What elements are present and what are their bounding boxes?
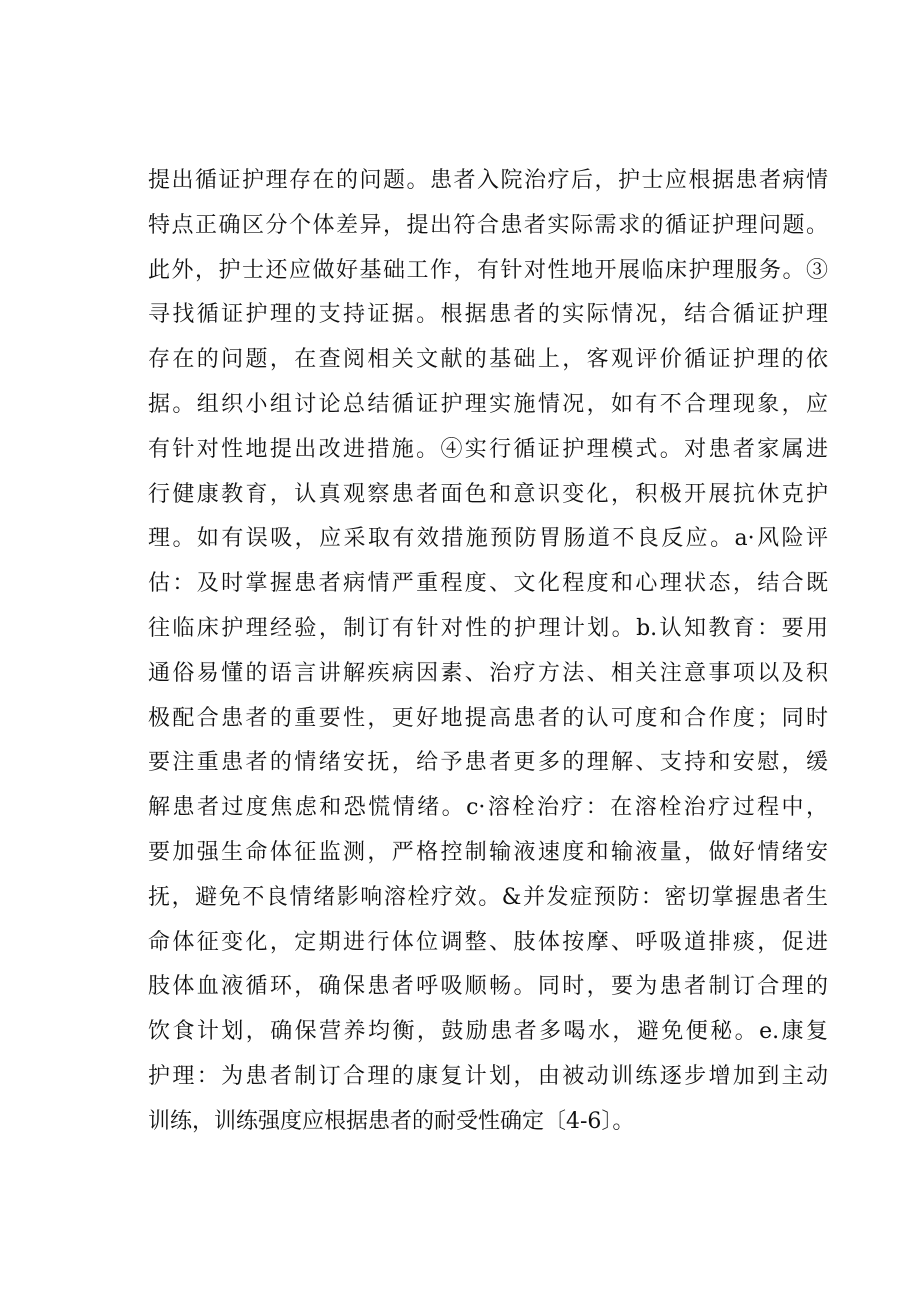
text-line: 要加强生命体征监测，严格控制输液速度和输液量，做好情绪安: [148, 839, 828, 865]
text-line: 特点正确区分个体差异，提出符合患者实际需求的循证护理问题。: [148, 212, 828, 238]
text-line: 要注重患者的情绪安抚，给予患者更多的理解、支持和安慰，缓: [148, 750, 828, 776]
text-line: 极配合患者的重要性，更好地提高患者的认可度和合作度；同时: [148, 705, 828, 731]
text-line: 肢体血液循环，确保患者呼吸顺畅。同时，要为患者制订合理的: [148, 974, 828, 1000]
text-line: 理。如有误吸，应采取有效措施预防胃肠道不良反应。a·风险评: [148, 526, 828, 552]
text-line: 存在的问题，在查阅相关文献的基础上，客观评价循证护理的依: [148, 347, 828, 373]
text-line: 有针对性地提出改进措施。④实行循证护理模式。对患者家属进: [148, 436, 828, 462]
text-line: 饮食计划，确保营养均衡，鼓励患者多喝水，避免便秘。e.康复: [148, 1019, 828, 1045]
text-line: 行健康教育，认真观察患者面色和意识变化，积极开展抗休克护: [148, 481, 828, 507]
text-line: 命体征变化，定期进行体位调整、肢体按摩、呼吸道排痰，促进: [148, 929, 828, 955]
text-line: 寻找循证护理的支持证据。根据患者的实际情况，结合循证护理: [148, 302, 828, 328]
text-line: 通俗易懂的语言讲解疾病因素、治疗方法、相关注意事项以及积: [148, 660, 828, 686]
text-line: 训练，训练强度应根据患者的耐受性确定〔4-6〕。: [148, 1108, 635, 1134]
text-line: 据。组织小组讨论总结循证护理实施情况，如有不合理现象，应: [148, 391, 828, 417]
text-line: 抚，避免不良情绪影响溶栓疗效。&并发症预防：密切掌握患者生: [148, 884, 828, 910]
text-line: 护理：为患者制订合理的康复计划，由被动训练逐步增加到主动: [148, 1063, 828, 1089]
text-line: 提出循证护理存在的问题。患者入院治疗后，护士应根据患者病情: [148, 168, 828, 193]
body-paragraph: [148, 159, 828, 1145]
text-line: 往临床护理经验，制订有针对性的护理计划。b.认知教育：要用: [148, 615, 828, 641]
text-line: 解患者过度焦虑和恐慌情绪。c·溶栓治疗：在溶栓治疗过程中，: [148, 795, 828, 821]
text-line: 估：及时掌握患者病情严重程度、文化程度和心理状态，结合既: [148, 571, 828, 597]
text-line: 此外，护士还应做好基础工作，有针对性地开展临床护理服务。③: [148, 257, 828, 283]
